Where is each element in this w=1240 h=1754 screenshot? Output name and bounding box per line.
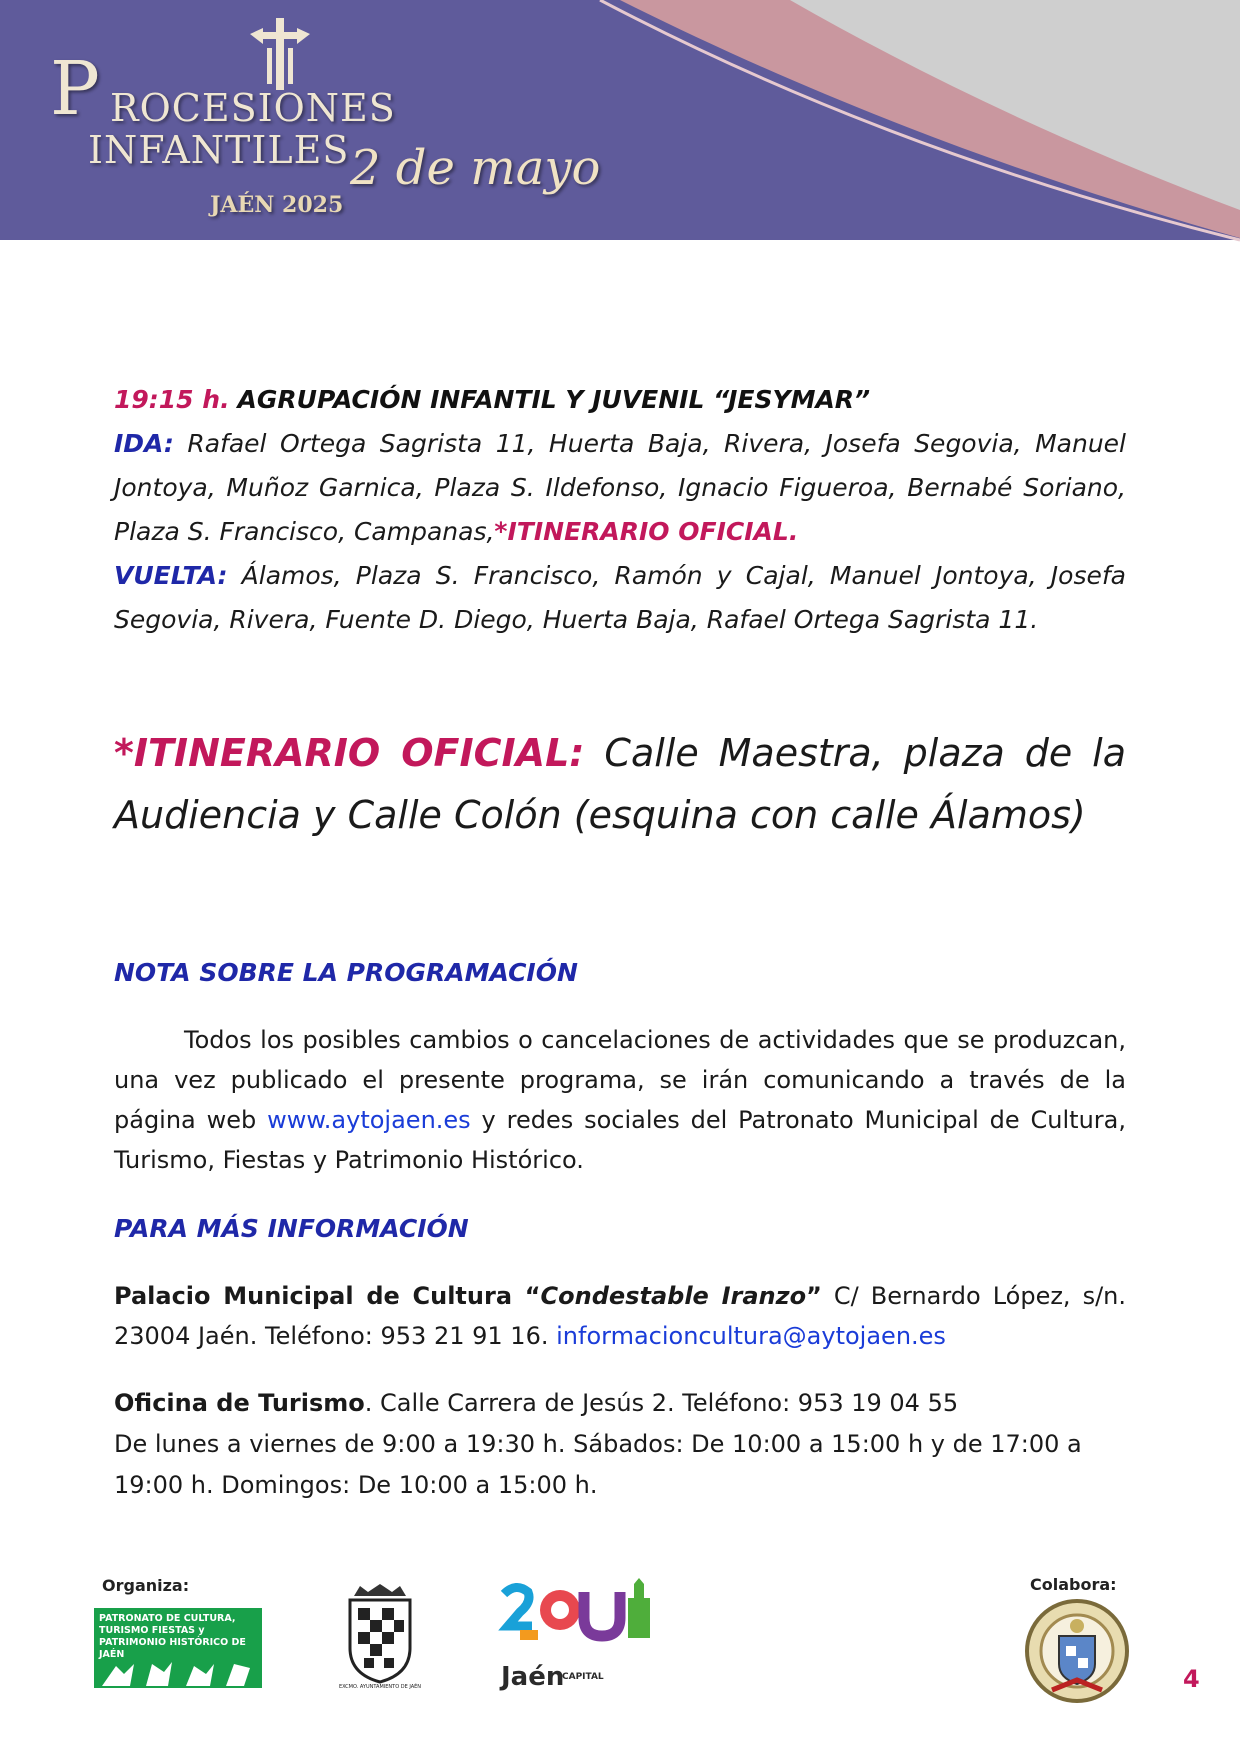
office-hours: De lunes a viernes de 9:00 a 19:30 h. Sábados: De 10:00 a 15:00 h y de 17:00 a 19:00 h. Domingos: De 10:00 a 15:00 h. [114,1430,1082,1499]
itinerary-text: Calle Maestra, plaza de la Audiencia y Calle Colón (esquina con calle Álamos) [114,731,1126,837]
patronato-logo-text: PATRONATO DE CULTURA, TURISMO FIESTAS y PATRIMONIO HISTÓRICO DE JAÉN [99,1613,246,1660]
title-initial: P [50,46,100,132]
palace-info [114,1276,1126,1356]
dancers-icon [94,1608,262,1688]
jaen-logo-word: Jaén [501,1662,565,1692]
cross-emblem-icon [245,18,315,93]
tourism-office-info [114,1383,1126,1506]
ayuntamiento-caption: EXCMO. AYUNTAMIENTO DE JAÉN [338,1684,422,1690]
vuelta-route: Álamos, Plaza S. Francisco, Ramón y Cajal, Manuel Jontoya, Josefa Segovia, Rivera, Fuente D. Diego, Huerta Baja, Rafael Ortega Sagrista 11. [114,561,1126,634]
info-heading: PARA MÁS INFORMACIÓN [114,1214,469,1243]
event-date: 2 de mayo [350,140,601,196]
palace-address: C/ Bernardo López, s/n. 23004 Jaén. Teléfono: 953 21 91 16. [114,1282,1126,1350]
ida-label: IDA: [114,429,174,458]
note-heading: NOTA SOBRE LA PROGRAMACIÓN [114,958,578,987]
email-link[interactable]: informacioncultura@aytojaen.es [556,1322,946,1350]
title-infantiles: INFANTILES [88,128,350,172]
event-time: 19:15 h. [114,385,230,414]
office-name: Oficina de Turismo [114,1389,365,1417]
office-address: . Calle Carrera de Jesús 2. Teléfono: 953 19 04 55 [364,1389,959,1417]
title-city-year: JAÉN 2025 [210,192,344,218]
event-block [114,378,1126,642]
website-link[interactable]: www.aytojaen.es [267,1106,471,1134]
header-banner [0,0,1240,240]
patronato-logo [94,1608,262,1688]
page-number: 4 [1183,1665,1200,1693]
title-procesiones: ROCESIONES [110,86,396,130]
jaen-logo-capital: CAPITAL [562,1672,604,1682]
ida-route: Rafael Ortega Sagrista 11, Huerta Baja, Rivera, Josefa Segovia, Manuel Jontoya, Muñoz Garnica, Plaza S. Ildefonso, Ignacio Figueroa, Bernabé Soriano, Plaza S. Francisco, Campanas, [114,429,1126,546]
palace-name: Palacio Municipal de Cultura “Condestable Iranzo” [114,1282,822,1310]
jaen-1200-logo [498,1578,668,1658]
ayuntamiento-shield-icon [338,1582,422,1690]
ida-official-note: *ITINERARIO OFICIAL. [494,517,799,546]
itinerary-label: *ITINERARIO OFICIAL: [114,731,585,775]
official-itinerary [114,722,1126,846]
event-name: AGRUPACIÓN INFANTIL Y JUVENIL “JESYMAR” [237,385,871,414]
note-text-before: Todos los posibles cambios o cancelaciones de actividades que se produzcan, una vez publicado el presente programa, se irán comunicando a través de la página web [114,1026,1126,1134]
note-paragraph [114,1020,1126,1180]
vuelta-label: VUELTA: [114,561,228,590]
brotherhood-crest-icon [1022,1596,1132,1706]
note-text-after: y redes sociales del Patronato Municipal de Cultura, Turismo, Fiestas y Patrimonio Histórico. [114,1106,1126,1174]
organiza-label: Organiza: [102,1576,190,1595]
colabora-label: Colabora: [1030,1575,1117,1594]
